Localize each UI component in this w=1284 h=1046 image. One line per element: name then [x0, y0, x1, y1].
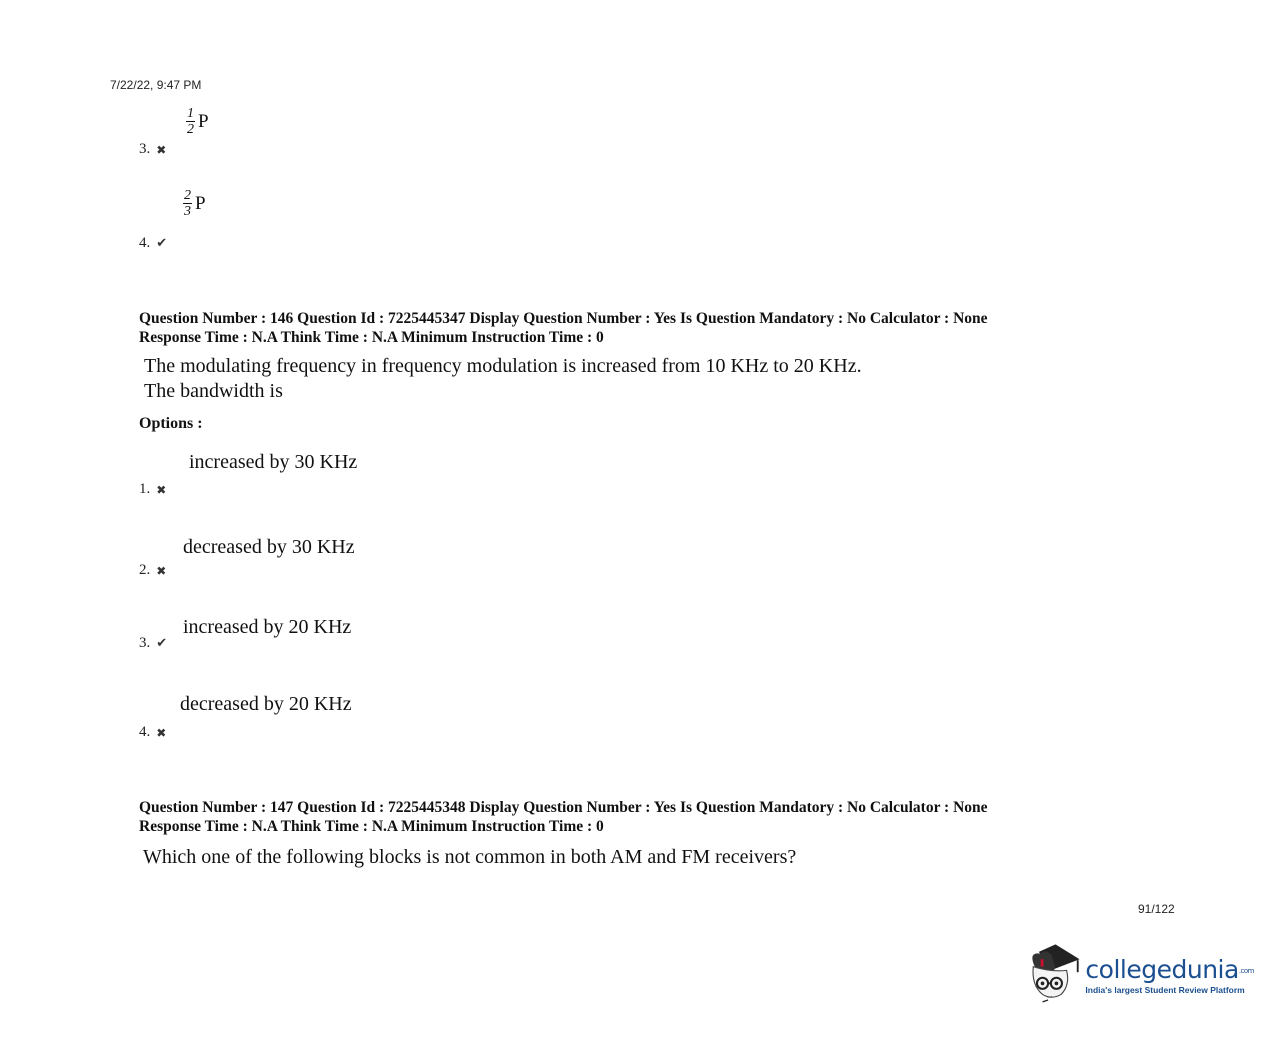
- question-146-meta: Question Number : 146 Question Id : 7225445347 Display Question Number : Yes Is Question Mandatory : No Calculator : None Response Time : N.A Think Time : N.A Minimum Instruction Time : 0: [139, 310, 988, 346]
- question-147-text: Which one of the following blocks is not common in both AM and FM receivers?: [143, 846, 797, 868]
- cross-icon: ✖: [156, 142, 167, 157]
- option-2: 2. ✖: [139, 562, 167, 578]
- prev-option-4: 4. ✔: [139, 235, 168, 251]
- check-icon: ✔: [156, 636, 168, 651]
- option-4: 4. ✖: [139, 724, 167, 740]
- option-3: 3. ✔: [139, 635, 168, 651]
- option-2-text: decreased by 30 KHz: [183, 536, 355, 558]
- mascot-icon: [1024, 942, 1081, 1008]
- question-146-text: The modulating frequency in frequency modulation is increased from 10 KHz to 20 KHz. The bandwidth is: [144, 355, 862, 402]
- option-4-text: decreased by 20 KHz: [180, 693, 352, 715]
- prev-option-3: 3. ✖: [139, 141, 167, 157]
- page-number: 91/122: [1138, 902, 1175, 916]
- option-3-text: increased by 20 KHz: [183, 616, 352, 638]
- check-icon: ✔: [156, 236, 168, 251]
- cross-icon: ✖: [156, 563, 167, 578]
- option-1-text: increased by 30 KHz: [189, 451, 358, 473]
- question-147-meta: Question Number : 147 Question Id : 7225445348 Display Question Number : Yes Is Question Mandatory : No Calculator : None Response Time : N.A Think Time : N.A Minimum Instruction Time : 0: [139, 799, 988, 835]
- options-label: Options :: [139, 415, 203, 432]
- option-1: 1. ✖: [139, 481, 167, 497]
- fraction: $\frac{1}{2}$: [187, 106, 194, 137]
- prev-option-4-content: $\frac{2}{3}$ P: [184, 188, 206, 219]
- cross-icon: ✖: [156, 725, 167, 740]
- collegedunia-logo: [1024, 940, 1254, 1010]
- cross-icon: ✖: [156, 482, 167, 497]
- prev-option-3-content: $\frac{1}{2}$ P: [187, 106, 209, 137]
- logo-wordmark: collegedunia.com India's largest Student Review Platform: [1085, 954, 1254, 995]
- print-timestamp: 7/22/22, 9:47 PM: [110, 78, 202, 92]
- fraction: $\frac{2}{3}$: [184, 188, 191, 219]
